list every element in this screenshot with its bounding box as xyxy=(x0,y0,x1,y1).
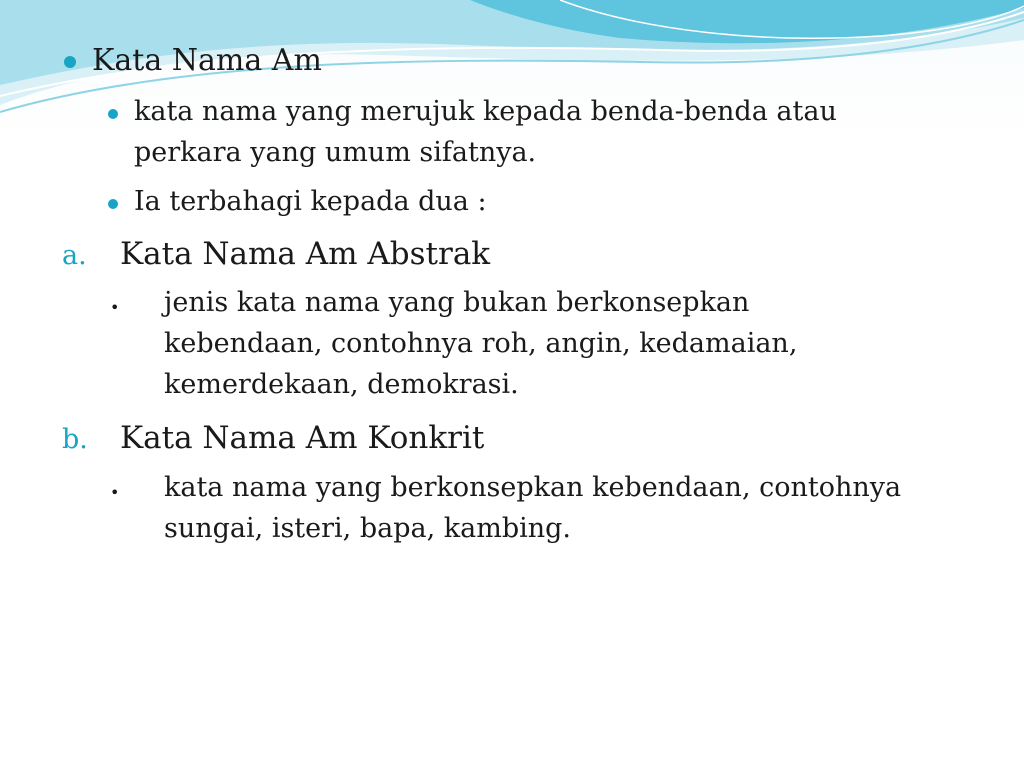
sub-bullet-dot xyxy=(108,109,118,119)
sub-bullet-1-line-2: perkara yang umum sifatnya. xyxy=(134,137,537,168)
section-b-line-1: kata nama yang berkonsepkan kebendaan, contohnya xyxy=(164,472,902,503)
sub-bullet-dot xyxy=(108,199,118,209)
section-a-title: Kata Nama Am Abstrak xyxy=(120,236,491,272)
section-b-line-2: sungai, isteri, bapa, kambing. xyxy=(164,513,572,544)
section-a-line-3: kemerdekaan, demokrasi. xyxy=(164,369,519,400)
section-a-bullet: • xyxy=(110,298,120,317)
section-b-marker: b. xyxy=(62,424,88,455)
heading-kata-nama-am: Kata Nama Am xyxy=(92,43,322,78)
section-b-bullet: • xyxy=(110,483,120,502)
bullet-dot xyxy=(64,56,76,68)
sub-bullet-1-line-1: kata nama yang merujuk kepada benda-benda atau xyxy=(134,96,837,127)
sub-bullet-2-line-1: Ia terbahagi kepada dua : xyxy=(134,186,487,217)
section-a-line-2: kebendaan, contohnya roh, angin, kedamaian, xyxy=(164,328,798,359)
section-a-marker: a. xyxy=(62,240,87,271)
section-b-title: Kata Nama Am Konkrit xyxy=(120,420,485,456)
section-a-line-1: jenis kata nama yang bukan berkonsepkan xyxy=(164,287,750,318)
